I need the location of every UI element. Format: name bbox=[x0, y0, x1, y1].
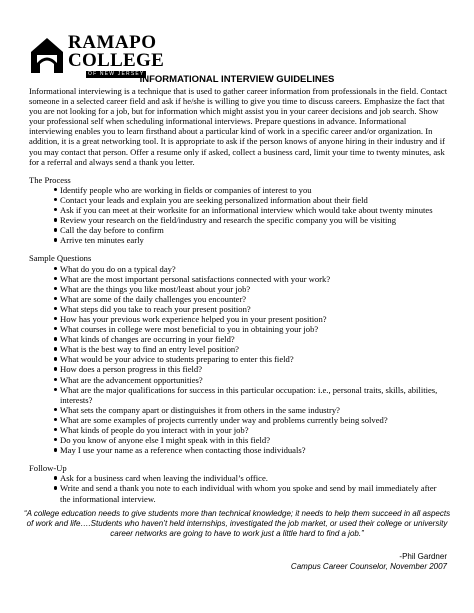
list-item: Ask for a business card when leaving the individual’s office. bbox=[29, 473, 449, 483]
list-item: What kinds of people do you interact with in your job? bbox=[29, 425, 449, 435]
list-item: Do you know of anyone else I might speak with in this field? bbox=[29, 435, 449, 445]
quote-author: -Phil Gardner bbox=[399, 552, 447, 561]
page-title: INFORMATIONAL INTERVIEW GUIDELINES bbox=[139, 74, 335, 85]
ramapo-college-logo bbox=[30, 32, 210, 80]
logo-wordmark-line2: COLLEGE bbox=[68, 50, 165, 71]
logo-wordmark-line1: RAMAPO bbox=[68, 32, 157, 53]
process-heading: The Process bbox=[29, 174, 71, 185]
intro-paragraph: Informational interviewing is a technique that is used to gather career information from professionals in the field. Contact someone in a selected career field and ask if he/she is willing to give you time to discuss careers. Emphasize the fact that you are not looking for a job, but for information which might assist you in your career decisions and job search. Show your professional self when scheduling informational interviews. Prepare questions in advance. Informational interviewing enables you to learn firsthand about a particular kind of work in a specific career and/or organization. In addition, it is a great networking tool. It is appropriate to ask if the person knows of anyone hiring in their industry and if you may contact that person. Offer a resume only if asked, collect a business card, limit your time to twenty minutes, ask for a referral and always send a thank you letter. bbox=[29, 86, 448, 167]
list-item: What is the best way to find an entry level position? bbox=[29, 344, 449, 354]
list-item: Ask if you can meet at their worksite for an informational interview which would take about twenty minutes bbox=[29, 205, 449, 215]
list-item: What are the most important personal satisfactions connected with your work? bbox=[29, 274, 449, 284]
list-item: What are some examples of projects currently under way and problems currently being solved? bbox=[29, 415, 449, 425]
list-item: Contact your leads and explain you are seeking personalized information about their field bbox=[29, 195, 449, 205]
list-item: May I use your name as a reference when contacting those individuals? bbox=[29, 445, 449, 455]
list-item: What do you do on a typical day? bbox=[29, 264, 449, 274]
followup-list bbox=[29, 473, 449, 503]
list-item: What are the advancement opportunities? bbox=[29, 375, 449, 385]
followup-heading: Follow-Up bbox=[29, 463, 67, 474]
list-item: How has your previous work experience helped you in your present position? bbox=[29, 314, 449, 324]
process-list bbox=[29, 185, 449, 246]
list-item: What steps did you take to reach your present position? bbox=[29, 304, 449, 314]
list-item: What sets the company apart or distinguishes it from others in the same industry? bbox=[29, 405, 449, 415]
quote-author-role: Campus Career Counselor, November 2007 bbox=[290, 562, 447, 571]
list-item: What are the major qualifications for success in this particular occupation: i.e., personal traits, skills, abilities, interests? bbox=[29, 385, 449, 405]
list-item: What are the things you like most/least about your job? bbox=[29, 284, 449, 294]
questions-list bbox=[29, 264, 449, 456]
list-item: What would be your advice to students preparing to enter this field? bbox=[29, 354, 449, 364]
list-item: Write and send a thank you note to each individual with whom you spoke and send by mail immediately after the informational interview. bbox=[29, 483, 449, 503]
list-item: Arrive ten minutes early bbox=[29, 235, 449, 245]
list-item: What kinds of changes are occurring in your field? bbox=[29, 334, 449, 344]
list-item: Call the day before to confirm bbox=[29, 225, 449, 235]
list-item: What are some of the daily challenges you encounter? bbox=[29, 294, 449, 304]
career-quote: “A college education needs to give students more than technical knowledge; it needs to help them succeed in all aspects of work and life….Students who haven’t held internships, investigated the job market, or used their college or university career networks are going to have to work just a little hard to find a job.” bbox=[23, 509, 451, 538]
list-item: What courses in college were most beneficial to you in obtaining your job? bbox=[29, 324, 449, 334]
questions-heading: Sample Questions bbox=[29, 253, 92, 264]
list-item: How does a person progress in this field? bbox=[29, 364, 449, 374]
document-body bbox=[29, 86, 449, 512]
list-item: Identify people who are working in fields or companies of interest to you bbox=[29, 185, 449, 195]
logo-wordmark-line3: OF NEW JERSEY bbox=[88, 71, 145, 77]
list-item: Review your research on the field/industry and research the specific company you will be visiting bbox=[29, 215, 449, 225]
arch-gate-icon bbox=[30, 36, 64, 74]
